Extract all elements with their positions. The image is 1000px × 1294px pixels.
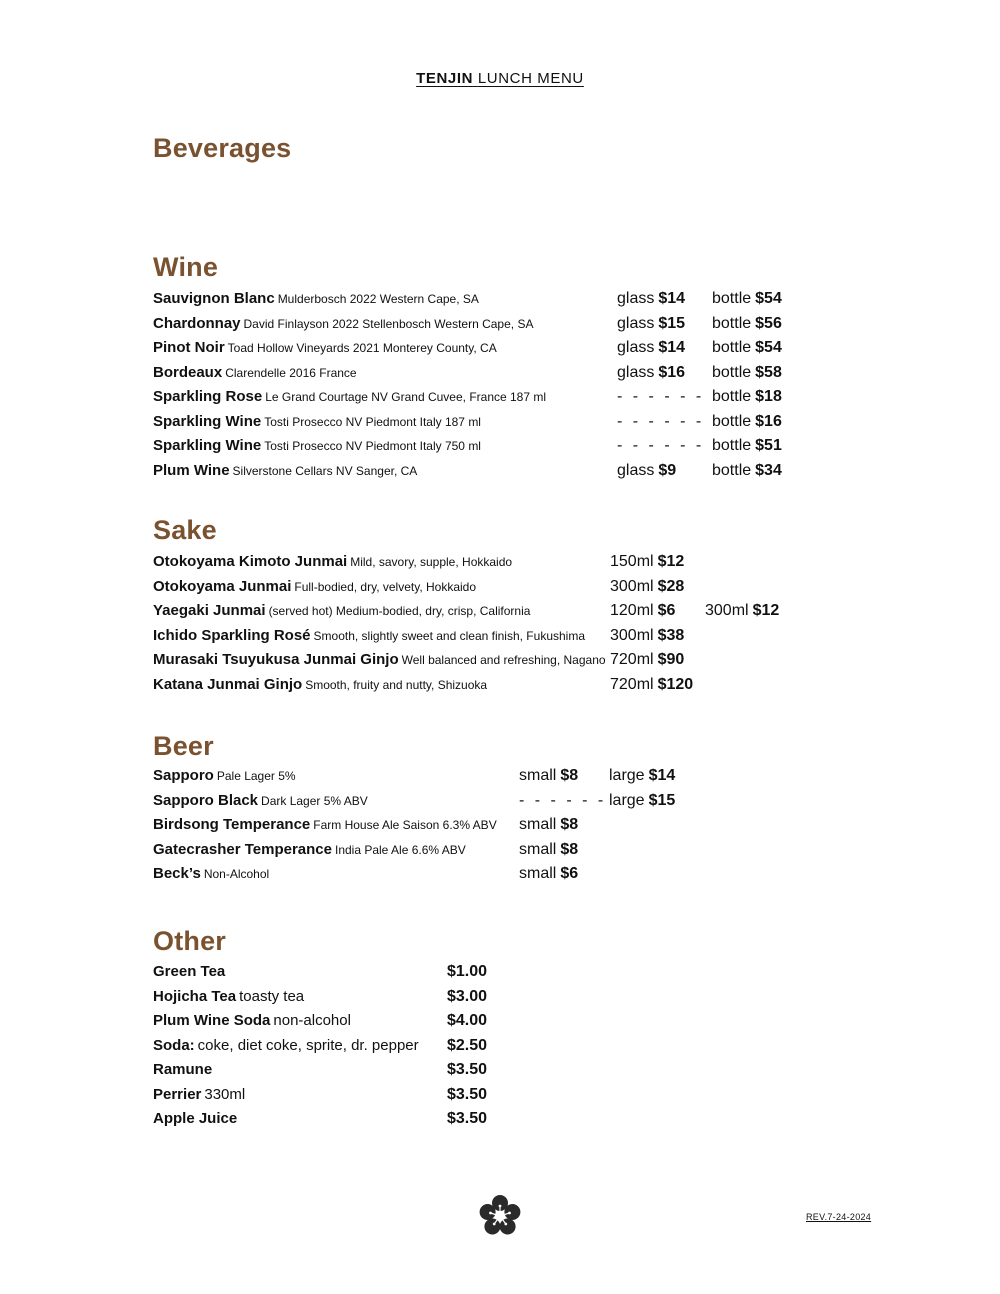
list-item [153, 462, 853, 486]
sake-price-1 [610, 676, 693, 694]
other-price-amount: $3.50 [447, 1110, 488, 1127]
bottle-price [712, 290, 782, 308]
item-description: David Finlayson 2022 Stellenbosch Western Cape, SA [243, 316, 534, 331]
bottle-price-label: bottle [712, 363, 752, 381]
item-name: Pinot Noir [153, 339, 225, 356]
list-item [153, 413, 853, 437]
sake-price-1-amount: $90 [657, 651, 685, 668]
sake-price-1 [610, 602, 675, 620]
list-item [153, 865, 853, 889]
list-item [153, 676, 853, 700]
item-description: Tosti Prosecco NV Piedmont Italy 187 ml [264, 414, 481, 429]
sake-price-1 [610, 553, 684, 571]
item-name: Sparkling Rose [153, 388, 263, 405]
bottle-price [712, 315, 782, 333]
other-price [447, 963, 487, 981]
item-name: Birdsong Temperance [153, 816, 311, 833]
bottle-price-label: bottle [712, 388, 752, 405]
glass-price [617, 315, 685, 333]
sake-price-1-amount: $38 [657, 626, 685, 644]
sake-price-2-amount: $12 [752, 602, 780, 619]
small-price-amount: $8 [560, 767, 579, 784]
glass-price-label: glass [617, 363, 655, 381]
item-description: Well balanced and refreshing, Nagano [401, 653, 606, 667]
item-description: Smooth, fruity and nutty, Shizuoka [305, 677, 488, 692]
sake-price-2-label: 300ml [705, 602, 749, 619]
bottle-price-label: bottle [712, 437, 752, 454]
item-name: Murasaki Tsuyukusa Junmai Ginjo [153, 651, 399, 668]
glass-price-label: glass [617, 290, 655, 307]
other-price-amount: $3.00 [447, 987, 488, 1005]
sake-price-1 [610, 578, 684, 596]
item-name: Green Tea [153, 963, 226, 980]
item-name: Apple Juice [153, 1110, 238, 1127]
glass-price-amount: $14 [658, 339, 686, 356]
item-description: coke, diet coke, sprite, dr. pepper [197, 1036, 419, 1054]
sake-price-1-amount: $120 [657, 675, 694, 693]
glass-price-amount: $15 [658, 314, 686, 332]
bottle-price-label: bottle [712, 314, 752, 332]
glass-unavailable: - - - - - - [617, 412, 705, 430]
list-item [153, 290, 853, 314]
list-item [153, 339, 853, 363]
small-price-amount: $8 [560, 840, 579, 858]
bottle-price-amount: $16 [755, 412, 782, 430]
bottle-price-amount: $56 [755, 314, 782, 332]
item-description: Toad Hollow Vineyards 2021 Monterey County, CA [227, 341, 497, 355]
other-price [447, 1086, 487, 1104]
list-item [153, 767, 853, 791]
glass-price-label: glass [617, 314, 655, 332]
item-name: Otokoyama Junmai [153, 577, 292, 595]
item-name: Sparkling Wine [153, 412, 262, 430]
sake-price-1 [610, 651, 684, 669]
item-description: India Pale Ale 6.6% ABV [334, 842, 466, 857]
large-price [609, 792, 675, 810]
glass-price [617, 462, 676, 480]
item-description: (served hot) Medium-bodied, dry, crisp, California [268, 604, 531, 618]
list-item [153, 816, 853, 840]
glass-price-label: glass [617, 339, 655, 356]
other-price-amount: $3.50 [447, 1061, 488, 1078]
item-description: 330ml [204, 1085, 246, 1103]
small-price [519, 865, 578, 883]
large-price [609, 767, 675, 785]
other-section-title: Other [153, 926, 227, 956]
bottle-price [712, 413, 782, 431]
bottle-price-label: bottle [712, 339, 752, 356]
bottle-price [712, 462, 782, 480]
small-price [519, 767, 578, 785]
list-item [153, 792, 853, 816]
list-item [153, 651, 853, 675]
large-price-label: large [609, 791, 645, 809]
item-name: Beck’s [153, 865, 201, 882]
bottle-price-amount: $54 [755, 339, 782, 356]
item-description: Le Grand Courtage NV Grand Cuvee, France 187 ml [265, 390, 547, 404]
item-description: Smooth, slightly sweet and clean finish, Fukushima [313, 628, 585, 643]
bottle-price-amount: $34 [755, 461, 782, 479]
list-item [153, 1037, 853, 1061]
item-name: Plum Wine [153, 461, 230, 479]
glass-price-amount: $9 [658, 461, 677, 479]
glass-price [617, 339, 685, 357]
other-price [447, 1110, 487, 1128]
other-price [447, 1061, 487, 1079]
other-price-amount: $4.00 [447, 1012, 488, 1029]
other-price-amount: $1.00 [447, 963, 488, 980]
list-item [153, 315, 853, 339]
sake-price-1-label: 300ml [610, 577, 654, 595]
small-price-label: small [519, 840, 557, 858]
item-description: Tosti Prosecco NV Piedmont Italy 750 ml [264, 439, 481, 453]
small-price [519, 841, 578, 859]
item-name: Soda: [153, 1036, 195, 1054]
other-price [447, 988, 487, 1006]
item-description: Farm House Ale Saison 6.3% ABV [313, 818, 497, 832]
item-description: toasty tea [239, 987, 305, 1005]
bottle-price-label: bottle [712, 412, 752, 430]
bottle-price-amount: $51 [755, 437, 782, 454]
sake-section-title: Sake [153, 515, 217, 545]
item-description: Silverstone Cellars NV Sanger, CA [232, 463, 418, 478]
bottle-price-amount: $18 [755, 388, 782, 405]
other-price-amount: $3.50 [447, 1085, 488, 1103]
list-item [153, 388, 853, 412]
item-name: Ichido Sparkling Rosé [153, 626, 311, 644]
item-name: Perrier [153, 1085, 202, 1103]
list-item [153, 437, 853, 461]
item-name: Katana Junmai Ginjo [153, 675, 303, 693]
list-item [153, 578, 853, 602]
item-name: Sparkling Wine [153, 437, 262, 454]
sake-price-1-label: 300ml [610, 626, 654, 644]
item-name: Yaegaki Junmai [153, 602, 266, 619]
sake-price-1-label: 120ml [610, 602, 654, 619]
glass-unavailable: - - - - - - [617, 437, 705, 454]
list-item [153, 1086, 853, 1110]
item-name: Otokoyama Kimoto Junmai [153, 553, 348, 570]
item-name: Sapporo [153, 767, 214, 784]
revision-date: REV.7-24-2024 [806, 1212, 872, 1222]
menu-title: LUNCH MENU [477, 70, 584, 87]
bottle-price-amount: $54 [755, 290, 782, 307]
list-item [153, 364, 853, 388]
item-name: Plum Wine Soda [153, 1012, 271, 1029]
small-price-label: small [519, 865, 557, 882]
sake-price-1 [610, 627, 684, 645]
glass-price-amount: $14 [658, 290, 686, 307]
item-name: Chardonnay [153, 314, 241, 332]
list-item [153, 602, 853, 626]
small-price-amount: $6 [560, 865, 579, 882]
item-name: Sauvignon Blanc [153, 290, 275, 307]
small-price [519, 816, 578, 834]
bottle-price [712, 388, 782, 406]
small-price-label: small [519, 816, 557, 833]
glass-price-amount: $16 [658, 363, 686, 381]
item-description: Mulderbosch 2022 Western Cape, SA [277, 292, 479, 306]
sake-price-1-label: 720ml [610, 651, 654, 668]
bottle-price-label: bottle [712, 461, 752, 479]
large-price-label: large [609, 767, 645, 784]
list-item [153, 1012, 853, 1036]
plum-blossom-icon [478, 1194, 522, 1238]
list-item [153, 1110, 853, 1134]
bottle-price-label: bottle [712, 290, 752, 307]
item-description: Dark Lager 5% ABV [261, 793, 368, 808]
item-description: Mild, savory, supple, Hokkaido [350, 555, 513, 569]
large-price-amount: $14 [648, 767, 676, 784]
item-name: Gatecrasher Temperance [153, 840, 332, 858]
small-unavailable: - - - - - - [519, 791, 607, 809]
large-price-amount: $15 [648, 791, 676, 809]
other-price-amount: $2.50 [447, 1036, 488, 1054]
bottle-price [712, 339, 782, 357]
sake-price-1-amount: $6 [657, 602, 676, 619]
list-item [153, 963, 853, 987]
item-description: non-alcohol [273, 1012, 351, 1029]
item-name: Ramune [153, 1061, 213, 1078]
bottle-price-amount: $58 [755, 363, 782, 381]
item-description: Pale Lager 5% [216, 769, 296, 783]
item-name: Hojicha Tea [153, 987, 237, 1005]
item-name: Sapporo Black [153, 791, 259, 809]
item-name: Bordeaux [153, 363, 223, 381]
list-item [153, 1061, 853, 1085]
sake-price-2 [705, 602, 779, 620]
sake-price-1-amount: $28 [657, 577, 685, 595]
sake-price-1-amount: $12 [657, 553, 685, 570]
sake-price-1-label: 720ml [610, 675, 654, 693]
small-price-label: small [519, 767, 557, 784]
item-description: Clarendelle 2016 France [225, 365, 357, 380]
list-item [153, 553, 853, 577]
brand-name: TENJIN [416, 70, 474, 87]
small-price-amount: $8 [560, 816, 579, 833]
sake-price-1-label: 150ml [610, 553, 654, 570]
other-price [447, 1012, 487, 1030]
wine-section-title: Wine [153, 252, 219, 282]
page-title: Beverages [153, 133, 292, 163]
item-description: Full-bodied, dry, velvety, Hokkaido [294, 579, 477, 594]
other-price [447, 1037, 487, 1055]
beer-section-title: Beer [153, 731, 214, 761]
list-item [153, 627, 853, 651]
list-item [153, 988, 853, 1012]
item-description: Non-Alcohol [203, 867, 270, 881]
glass-price-label: glass [617, 461, 655, 479]
glass-unavailable: - - - - - - [617, 388, 705, 405]
glass-price [617, 364, 685, 382]
glass-price [617, 290, 685, 308]
menu-header [0, 70, 1000, 87]
list-item [153, 841, 853, 865]
bottle-price [712, 437, 782, 455]
bottle-price [712, 364, 782, 382]
